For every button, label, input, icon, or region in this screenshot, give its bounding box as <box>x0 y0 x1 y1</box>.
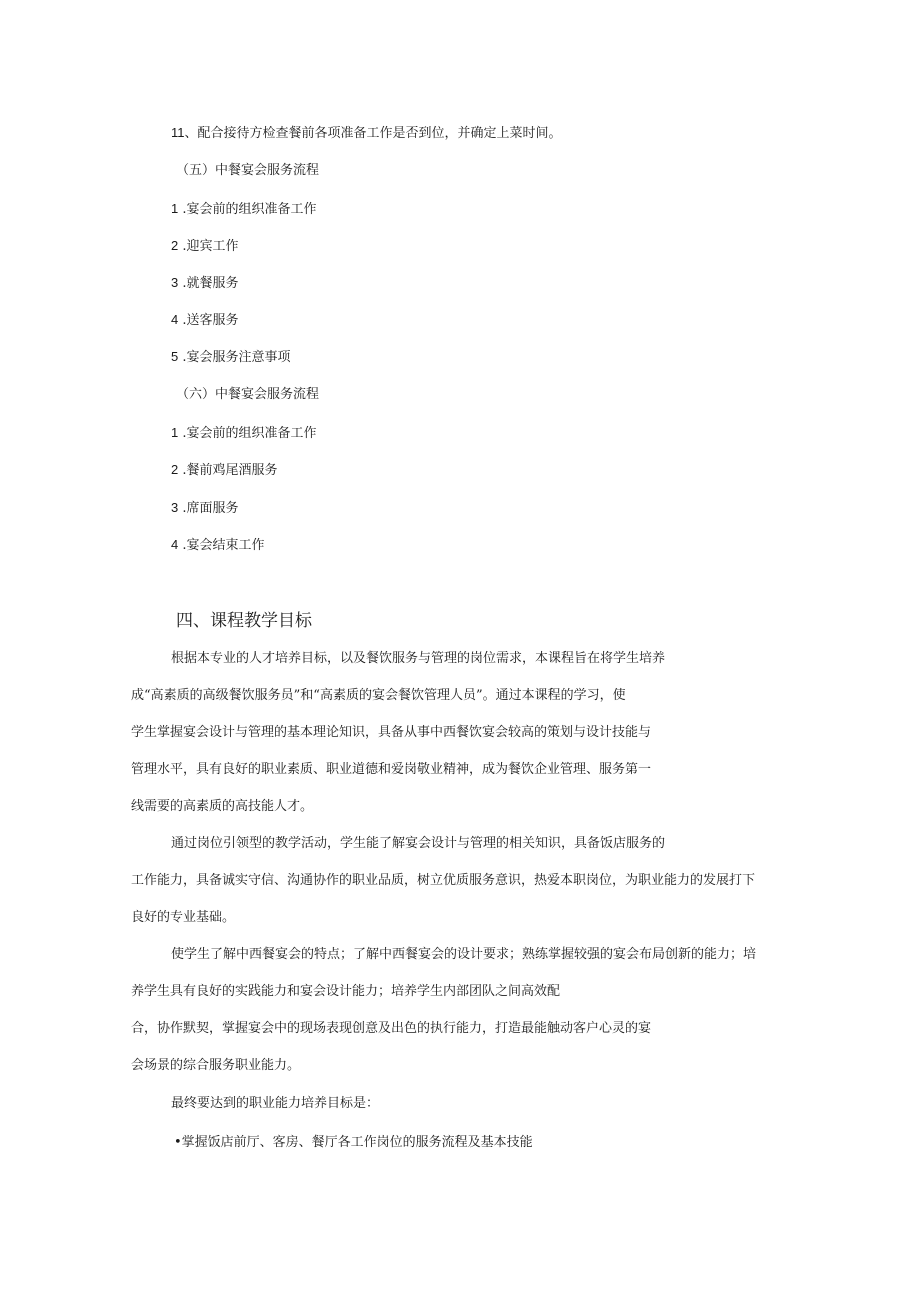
item-text: .就餐服务 <box>178 276 239 291</box>
list-item <box>171 275 239 292</box>
item-text: .送客服务 <box>178 313 239 328</box>
item-number: 2 <box>171 238 179 253</box>
item-text: .宴会前的组织准备工作 <box>178 202 317 217</box>
list-item <box>171 349 291 366</box>
paragraph-line: 使学生了解中西餐宴会的特点；了解中西餐宴会的设计要求；熟练掌握较强的宴会布局创新的能力；培 <box>171 947 757 962</box>
paragraph-line: 良好的专业基础。 <box>131 910 236 925</box>
paragraph-line: 会场景的综合服务职业能力。 <box>131 1058 301 1073</box>
item-number: 11 <box>171 125 185 140</box>
item-number: 1 <box>171 425 179 440</box>
item-text: .宴会结束工作 <box>178 538 265 553</box>
paragraph-line: 工作能力，具备诚实守信、沟通协作的职业品质，树立优质服务意识，热爱本职岗位，为职业能力的发展打下 <box>131 873 756 888</box>
bullet-item: •掌握饭店前厅、客房、餐厅各工作岗位的服务流程及基本技能 <box>174 1135 533 1150</box>
item-number: 4 <box>171 537 179 552</box>
list-item <box>171 125 562 142</box>
list-item <box>171 537 265 554</box>
item-number: 1 <box>171 201 179 216</box>
paragraph-line: 管理水平，具有良好的职业素质、职业道德和爱岗敬业精神，成为餐饮企业管理、服务第一 <box>131 762 652 777</box>
section-heading: 四、课程教学目标 <box>176 611 312 631</box>
section-6-title: （六）中餐宴会服务流程 <box>176 387 320 402</box>
item-text: .席面服务 <box>178 501 239 516</box>
paragraph-line: 成“高素质的高级餐饮服务员”和“高素质的宴会餐饮管理人员”。通过本课程的学习，使 <box>131 688 626 703</box>
list-item <box>171 312 239 329</box>
paragraph-line: 通过岗位引领型的教学活动，学生能了解宴会设计与管理的相关知识，具备饭店服务的 <box>171 836 666 851</box>
item-number: 4 <box>171 312 179 327</box>
paragraph-line: 线需要的高素质的高技能人才。 <box>131 799 314 814</box>
item-number: 2 <box>171 462 179 477</box>
list-item <box>171 500 239 517</box>
item-number: 3 <box>171 500 179 515</box>
paragraph-line: 养学生具有良好的实践能力和宴会设计能力；培养学生内部团队之间高效配 <box>131 984 561 999</box>
item-text: 、配合接待方检查餐前各项准备工作是否到位，并确定上菜时间。 <box>184 126 562 141</box>
item-number: 5 <box>171 349 179 364</box>
list-item <box>171 201 317 218</box>
list-item <box>171 462 278 479</box>
item-text: .餐前鸡尾酒服务 <box>178 463 278 478</box>
paragraph-line: 合，协作默契，掌握宴会中的现场表现创意及出色的执行能力，打造最能触动客户心灵的宴 <box>131 1021 652 1036</box>
list-item <box>171 425 317 442</box>
section-5-title: （五）中餐宴会服务流程 <box>176 163 320 178</box>
paragraph-line: 最终要达到的职业能力培养目标是： <box>171 1096 380 1111</box>
item-number: 3 <box>171 275 179 290</box>
item-text: .迎宾工作 <box>178 239 239 254</box>
list-item <box>171 238 239 255</box>
item-text: .宴会前的组织准备工作 <box>178 426 317 441</box>
paragraph-line: 学生掌握宴会设计与管理的基本理论知识，具备从事中西餐饮宴会较高的策划与设计技能与 <box>131 725 652 740</box>
paragraph-line: 根据本专业的人才培养目标，以及餐饮服务与管理的岗位需求，本课程旨在将学生培养 <box>171 651 666 666</box>
item-text: .宴会服务注意事项 <box>178 350 291 365</box>
